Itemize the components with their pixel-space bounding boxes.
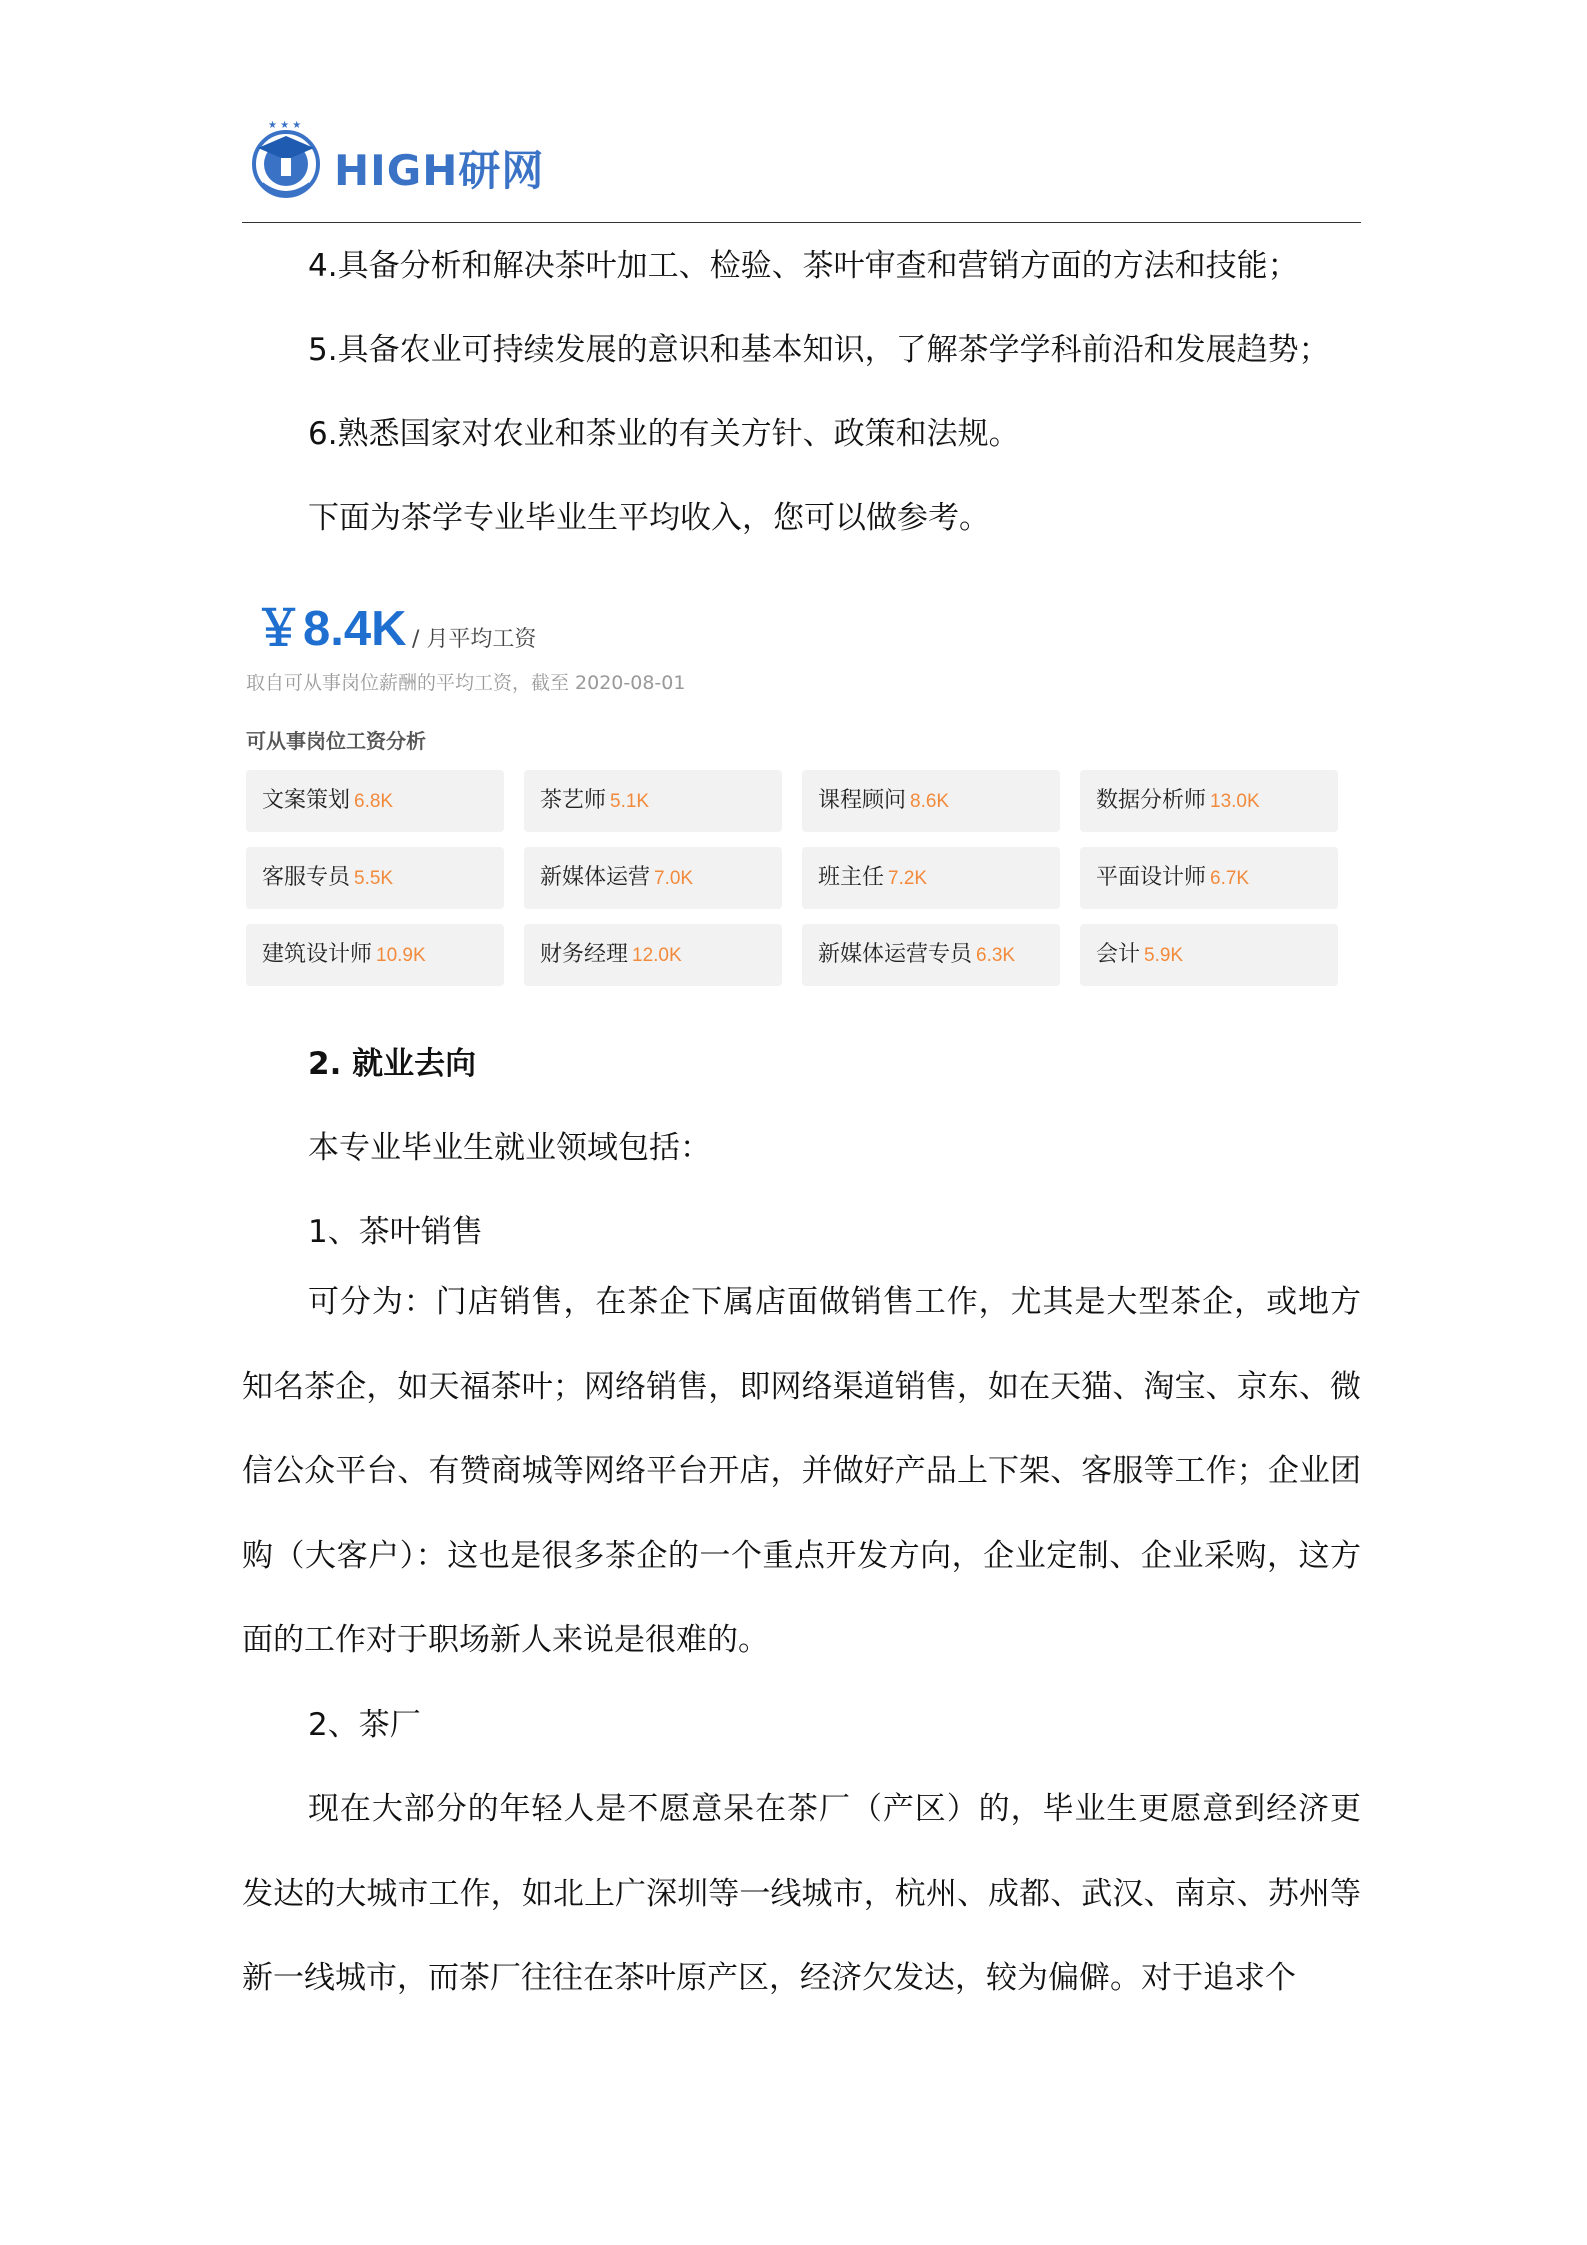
job-name: 文案策划	[262, 788, 351, 813]
job-grid-title: 可从事岗位工资分析	[246, 729, 426, 753]
job-value: 6.7K	[1210, 868, 1250, 889]
job-value: 7.2K	[888, 868, 928, 889]
job-cell	[524, 924, 782, 986]
svg-text:★ ★ ★: ★ ★ ★	[268, 120, 302, 131]
body-text	[242, 1260, 1361, 2021]
job-cell	[524, 770, 782, 832]
logo-text: HIGH研网	[334, 146, 545, 195]
logo-emblem-icon	[248, 114, 324, 206]
item2-body: 现在大部分的年轻人是不愿意呆在茶厂（产区）的，毕业生更愿意到经济更发达的大城市工作，如北上广深圳等一线城市，杭州、成都、武汉、南京、苏州等新一线城市，而茶厂往往在茶叶原产区，经济欠发达，较为偏僻。对于追求个	[242, 1791, 1361, 1996]
page-header	[242, 108, 1361, 223]
job-value: 8.6K	[910, 791, 950, 812]
job-cell	[802, 847, 1060, 909]
job-value: 6.8K	[354, 791, 394, 812]
job-name: 新媒体运营专员	[818, 942, 973, 967]
job-name: 茶艺师	[540, 788, 607, 813]
section-heading: 2. 就业去向	[308, 1046, 477, 1082]
job-name: 新媒体运营	[540, 865, 651, 890]
salary-intro: 下面为茶学专业毕业生平均收入，您可以做参考。	[308, 500, 990, 536]
item1-title: 1、茶叶销售	[308, 1214, 483, 1250]
job-name: 课程顾问	[818, 788, 907, 813]
intro-item-4: 4.具备分析和解决茶叶加工、检验、茶叶审查和营销方面的方法和技能；	[308, 248, 1299, 284]
item2-title: 2、茶厂	[308, 1706, 421, 1743]
job-cell	[246, 847, 504, 909]
job-value: 5.5K	[354, 868, 394, 889]
job-value: 5.9K	[1144, 945, 1184, 966]
job-name: 平面设计师	[1096, 865, 1207, 890]
salary-unit: / 月平均工资	[412, 627, 537, 652]
item1-body: 可分为：门店销售，在茶企下属店面做销售工作，尤其是大型茶企，或地方知名茶企，如天福茶叶；网络销售，即网络渠道销售，如在天猫、淘宝、京东、微信公众平台、有赞商城等网络平台开店，并做好产品上下架、客服等工作；企业团购（大客户）：这也是很多茶企的一个重点开发方向，企业定制、企业采购，这方面的工作对于职场新人来说是很难的。	[242, 1284, 1361, 1658]
job-name: 客服专员	[262, 865, 351, 890]
job-cell	[246, 770, 504, 832]
job-name: 财务经理	[540, 942, 629, 967]
job-name: 会计	[1096, 942, 1141, 967]
salary-value: ￥8.4K	[254, 602, 407, 656]
job-value: 7.0K	[654, 868, 694, 889]
salary-note: 取自可从事岗位薪酬的平均工资，截至 2020-08-01	[246, 672, 686, 694]
salary-widget	[246, 590, 1366, 967]
job-name: 数据分析师	[1096, 788, 1207, 813]
job-value: 10.9K	[376, 945, 426, 966]
job-cell	[802, 924, 1060, 986]
job-value: 5.1K	[610, 791, 650, 812]
job-name: 班主任	[818, 865, 885, 890]
intro-item-6: 6.熟悉国家对农业和茶业的有关方针、政策和法规。	[308, 416, 1020, 452]
job-cell	[246, 924, 504, 986]
job-cell	[802, 770, 1060, 832]
job-cell	[1080, 770, 1338, 832]
job-value: 12.0K	[632, 945, 682, 966]
job-cell	[1080, 847, 1338, 909]
job-cell	[524, 847, 782, 909]
job-cell	[1080, 924, 1338, 986]
job-name: 建筑设计师	[262, 942, 373, 967]
job-value: 6.3K	[976, 945, 1016, 966]
section-intro: 本专业毕业生就业领域包括：	[308, 1130, 711, 1166]
job-value: 13.0K	[1210, 791, 1260, 812]
intro-item-5: 5.具备农业可持续发展的意识和基本知识，了解茶学学科前沿和发展趋势；	[308, 332, 1330, 368]
